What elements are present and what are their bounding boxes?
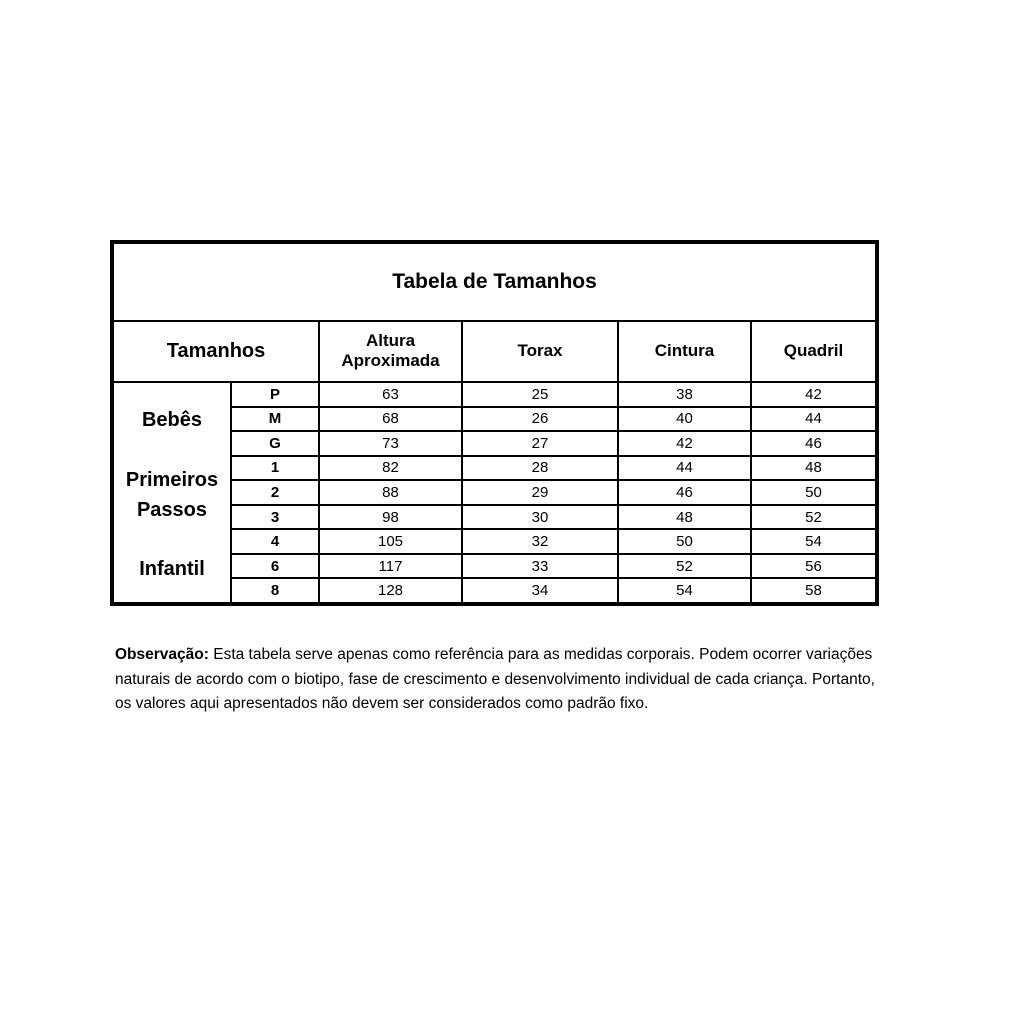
- height-cell: 117: [319, 554, 462, 579]
- waist-cell: 46: [618, 480, 751, 505]
- hips-cell: 50: [751, 480, 877, 505]
- hips-cell: 46: [751, 431, 877, 456]
- hips-cell: 44: [751, 407, 877, 432]
- chest-cell: 32: [462, 529, 618, 554]
- hips-cell: 52: [751, 505, 877, 530]
- header-height-line1: Altura: [365, 331, 416, 351]
- chest-cell: 26: [462, 407, 618, 432]
- hips-cell: 58: [751, 578, 877, 604]
- header-row: [112, 321, 877, 382]
- chest-cell: 34: [462, 578, 618, 604]
- waist-cell: 48: [618, 505, 751, 530]
- header-height-line2: Aproximada: [341, 351, 440, 371]
- height-cell: 88: [319, 480, 462, 505]
- group-label-first-steps-line1: Primeiros: [125, 469, 219, 492]
- waist-cell: 54: [618, 578, 751, 604]
- size-table: [110, 240, 879, 606]
- table-title: Tabela de Tamanhos: [112, 242, 877, 321]
- header-sizes: Tamanhos: [112, 321, 319, 382]
- height-cell: 128: [319, 578, 462, 604]
- height-cell: 73: [319, 431, 462, 456]
- group-label-babies: Bebês: [141, 409, 203, 432]
- height-cell: 105: [319, 529, 462, 554]
- chest-cell: 29: [462, 480, 618, 505]
- observation-note: [115, 643, 875, 717]
- group-labels-cell: [112, 382, 231, 604]
- observation-label: Observação:: [115, 646, 209, 663]
- header-chest: Torax: [462, 321, 618, 382]
- observation-text: Esta tabela serve apenas como referência para as medidas corporais. Podem ocorrer variações naturais de acordo com o biotipo, fase de crescimento e desenvolvimento individual de cada criança. Portanto, os valores aqui apresentados não devem ser considerados como padrão fixo.: [115, 646, 875, 712]
- hips-cell: 54: [751, 529, 877, 554]
- hips-cell: 56: [751, 554, 877, 579]
- header-waist: Cintura: [618, 321, 751, 382]
- chest-cell: 30: [462, 505, 618, 530]
- size-cell: M: [231, 407, 319, 432]
- size-cell: 8: [231, 578, 319, 604]
- size-cell: 1: [231, 456, 319, 481]
- waist-cell: 40: [618, 407, 751, 432]
- height-cell: 82: [319, 456, 462, 481]
- chest-cell: 28: [462, 456, 618, 481]
- waist-cell: 42: [618, 431, 751, 456]
- waist-cell: 38: [618, 382, 751, 407]
- header-height: [319, 321, 462, 382]
- size-cell: 6: [231, 554, 319, 579]
- chest-cell: 33: [462, 554, 618, 579]
- hips-cell: 48: [751, 456, 877, 481]
- height-cell: 63: [319, 382, 462, 407]
- chest-cell: 27: [462, 431, 618, 456]
- chest-cell: 25: [462, 382, 618, 407]
- size-cell: 4: [231, 529, 319, 554]
- table-row: [112, 382, 877, 407]
- group-label-kids: Infantil: [139, 558, 205, 581]
- waist-cell: 52: [618, 554, 751, 579]
- header-hips: Quadril: [751, 321, 877, 382]
- size-cell: G: [231, 431, 319, 456]
- size-cell: 3: [231, 505, 319, 530]
- size-cell: 2: [231, 480, 319, 505]
- waist-cell: 44: [618, 456, 751, 481]
- waist-cell: 50: [618, 529, 751, 554]
- height-cell: 68: [319, 407, 462, 432]
- hips-cell: 42: [751, 382, 877, 407]
- size-cell: P: [231, 382, 319, 407]
- group-label-first-steps-line2: Passos: [136, 499, 208, 522]
- height-cell: 98: [319, 505, 462, 530]
